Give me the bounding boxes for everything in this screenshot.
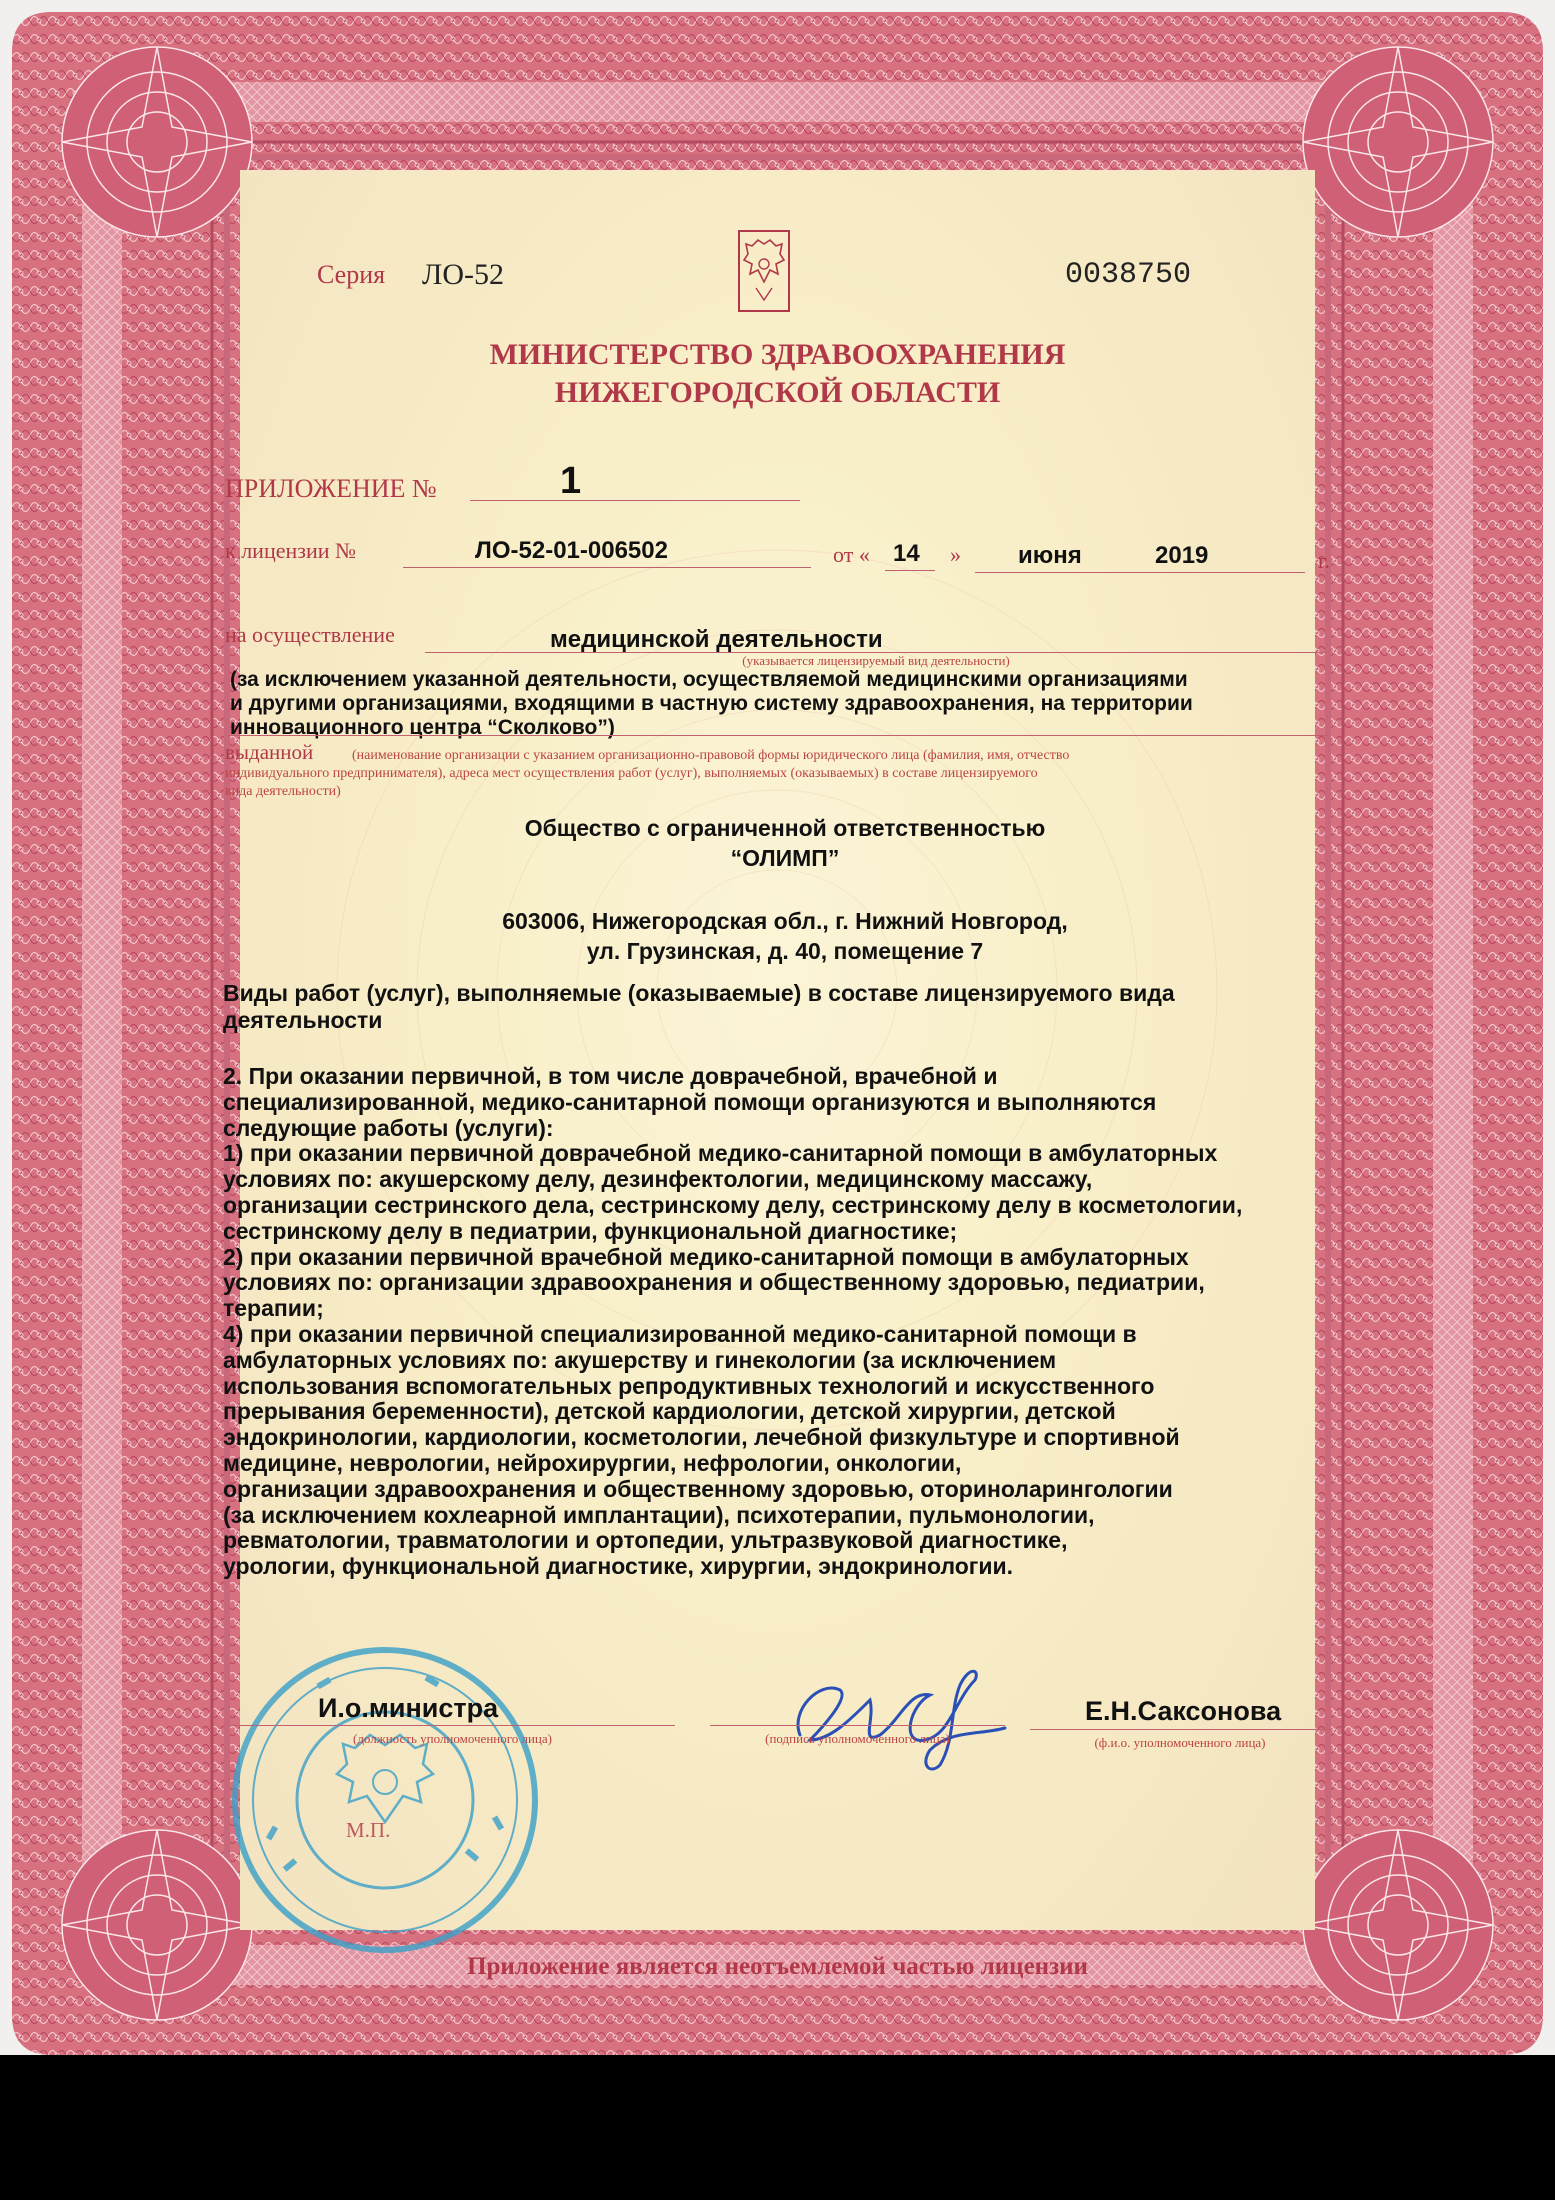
activity-value: медицинской деятельности: [550, 626, 883, 653]
signatory-position: И.о.министра: [318, 1693, 499, 1723]
org-address-line-1: 603006, Нижегородская обл., г. Нижний Новгород,: [502, 908, 1068, 934]
works-line: прерывания беременности), детской кардиологии, детской хирургии, детской: [223, 1398, 1116, 1425]
license-form-number: 0038750: [1065, 258, 1192, 292]
works-line: 1) при оказании первичной доврачебной медико-санитарной помощи в амбулаторных: [223, 1140, 1218, 1167]
works-line: терапии;: [223, 1295, 324, 1322]
license-year: 2019: [1155, 542, 1209, 569]
series-value: ЛО-52: [422, 258, 505, 291]
works-line: медицине, неврологии, нейрохирургии, нефрологии, онкологии,: [223, 1449, 962, 1476]
license-number-underline: [403, 567, 811, 568]
org-name-line-2: “ОЛИМП”: [730, 845, 840, 871]
date-close-quote: »: [950, 542, 961, 567]
issued-label: выданной: [225, 740, 314, 764]
license-number: ЛО-52-01-006502: [475, 537, 668, 564]
seal-place-label: М.П.: [346, 1818, 391, 1842]
license-day: 14: [893, 540, 920, 567]
exclusion-line: инновационного центра “Сколково”): [230, 716, 615, 739]
exclusion-underline: [228, 735, 1328, 736]
license-label: к лицензии №: [225, 538, 356, 563]
works-line: использования вспомогательных репродуктивных технологий и искусственного: [223, 1372, 1155, 1399]
license-month: июня: [1018, 542, 1082, 569]
handwritten-signature: [780, 1650, 1020, 1780]
name-hint: (ф.и.о. уполномоченного лица): [1094, 1735, 1266, 1750]
corner-rosette-bottom-left: [62, 1830, 252, 2020]
works-line: условиях по: акушерскому делу, дезинфектологии, медицинскому массажу,: [223, 1166, 1093, 1193]
issued-hint-2: индивидуального предпринимателя), адреса мест осуществления работ (услуг), выполняемых (оказываемых) в составе лицензируемого: [225, 766, 1038, 781]
works-intro-line: Виды работ (услуг), выполняемые (оказываемые) в составе лицензируемого вида: [223, 980, 1175, 1006]
ministry-line-2: НИЖЕГОРОДСКОЙ ОБЛАСТИ: [554, 376, 1001, 409]
corner-rosette-top-left: [62, 47, 252, 237]
issued-hint-1: (наименование организации с указанием организационно-правовой формы юридического лица (фамилия, имя, отчество: [352, 748, 1070, 763]
signatory-name: Е.Н.Саксонова: [1085, 1696, 1282, 1726]
works-line: условиях по: организации здравоохранения и общественному здоровью, педиатрии,: [223, 1269, 1205, 1296]
activity-hint: (указывается лицензируемый вид деятельности): [742, 653, 1010, 668]
works-line: сестринскому делу в педиатрии, функциональной диагностике;: [223, 1217, 958, 1244]
signature-hint: (подпись уполномоченного лица): [765, 1731, 950, 1746]
signature-underline: [710, 1725, 1005, 1726]
works-line: организации здравоохранения и общественному здоровью, оториноларингологии: [223, 1475, 1173, 1502]
day-underline: [885, 570, 935, 571]
works-line: амбулаторных условиях по: акушерству и гинекологии (за исключением: [223, 1346, 1057, 1373]
exclusion-line: и другими организациями, входящими в частную систему здравоохранения, на территории: [230, 692, 1193, 715]
works-line: специализированной, медико-санитарной помощи организуются и выполняются: [223, 1088, 1157, 1115]
works-intro-line: деятельности: [223, 1007, 383, 1033]
series-label: Серия: [317, 260, 386, 289]
works-line: следующие работы (услуги):: [223, 1114, 554, 1141]
works-line: урологии, функциональной диагностике, хирургии, эндокринологии.: [223, 1553, 1014, 1580]
works-line: 2) при оказании первичной врачебной медико-санитарной помощи в амбулаторных: [223, 1243, 1189, 1270]
works-intro: [223, 980, 1175, 1034]
scan-black-border: [0, 2055, 1555, 2200]
works-line: 2. При оказании первичной, в том числе доврачебной, врачебной и: [223, 1063, 998, 1089]
activity-exclusion: [230, 668, 1193, 740]
appendix-label: ПРИЛОЖЕНИЕ №: [225, 474, 437, 503]
works-list: [223, 1064, 1403, 1580]
year-suffix: г.: [1318, 548, 1331, 573]
exclusion-line: (за исключением указанной деятельности, осуществляемой медицинскими организациями: [230, 668, 1188, 691]
coat-of-arms-icon: [738, 230, 790, 312]
name-underline: [1030, 1729, 1330, 1730]
activity-label: на осуществление: [225, 622, 395, 647]
works-line: ревматологии, травматологии и ортопедии, ультразвуковой диагностике,: [223, 1527, 1068, 1554]
footer-note: Приложение является неотъемлемой частью лицензии: [467, 1953, 1088, 1980]
ministry-line-1: МИНИСТЕРСТВО ЗДРАВООХРАНЕНИЯ: [489, 338, 1066, 371]
date-from-label: от «: [833, 542, 870, 567]
works-line: эндокринологии, кардиологии, косметологии, лечебной физкультуре и спортивной: [223, 1424, 1180, 1451]
appendix-number: 1: [560, 460, 582, 502]
corner-rosette-bottom-right: [1303, 1830, 1493, 2020]
works-line: организации сестринского дела, сестринскому делу, сестринскому делу в косметологии,: [223, 1191, 1243, 1218]
works-line: 4) при оказании первичной специализированной медико-санитарной помощи в: [223, 1320, 1137, 1347]
appendix-underline: [470, 500, 800, 501]
works-line: (за исключением кохлеарной имплантации), психотерапии, пульмонологии,: [223, 1501, 1095, 1528]
corner-rosette-top-right: [1303, 47, 1493, 237]
month-year-underline: [975, 572, 1305, 573]
official-seal-stamp: [225, 1640, 545, 1960]
org-address-line-2: ул. Грузинская, д. 40, помещение 7: [586, 938, 984, 964]
org-name-line-1: Общество с ограниченной ответственностью: [524, 815, 1046, 841]
issued-hint-3: вида деятельности): [225, 784, 341, 799]
position-hint: (должность уполномоченного лица): [352, 1731, 552, 1746]
position-underline: [230, 1725, 675, 1726]
